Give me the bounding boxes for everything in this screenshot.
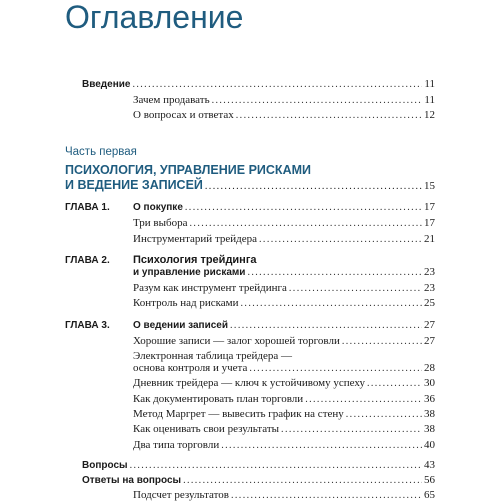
toc-entry-title: Как оценивать свои результаты — [133, 423, 280, 435]
leader-dots — [281, 423, 422, 436]
toc-entry-questions[interactable] — [0, 459, 500, 472]
toc-page-number: 38 — [424, 408, 435, 420]
leader-dots — [183, 474, 422, 487]
toc-entry-intro[interactable] — [0, 78, 500, 91]
leader-dots — [212, 94, 423, 107]
toc-entry-chapter-1[interactable] — [0, 201, 500, 214]
chapter-number: ГЛАВА 1. — [65, 202, 110, 213]
leader-dots — [236, 109, 422, 122]
toc-entry-title: Инструментарий трейдера — [133, 233, 258, 245]
leader-dots — [247, 266, 422, 279]
toc-entry-title-line-2: и управление рисками — [133, 267, 246, 278]
toc-page-number: 11 — [424, 94, 435, 106]
leader-dots — [346, 408, 422, 421]
leader-dots — [205, 180, 422, 193]
toc-entry-chapter-3[interactable] — [0, 319, 500, 332]
toc-entry-title: Введение — [82, 79, 131, 90]
toc-page-number: 40 — [424, 439, 435, 451]
toc-page-number: 28 — [424, 362, 435, 374]
toc-entry[interactable] — [0, 489, 500, 502]
toc-entry-title: Хорошие записи — залог хорошей торговли — [133, 335, 340, 347]
toc-entry-title: Вопросы — [82, 460, 128, 471]
toc-page-number: 23 — [424, 282, 435, 294]
leader-dots — [132, 78, 422, 91]
leader-dots — [230, 319, 422, 332]
toc-entry[interactable] — [0, 109, 500, 122]
toc-entry-title: Как документировать план торговли — [133, 393, 304, 405]
toc-entry-title: Три выбора — [133, 217, 188, 229]
leader-dots — [190, 217, 422, 230]
toc-entry-title: Подсчет результатов — [133, 489, 229, 501]
leader-dots — [231, 489, 422, 502]
toc-page-number: 27 — [424, 335, 435, 347]
toc-page-number: 25 — [424, 297, 435, 309]
toc-entry[interactable] — [0, 233, 500, 246]
part-title-line-2: И ВЕДЕНИЕ ЗАПИСЕЙ — [65, 178, 203, 192]
leader-dots — [259, 233, 422, 246]
toc-entry-answers[interactable] — [0, 474, 500, 487]
toc-entry-title: О покупке — [133, 202, 183, 213]
leader-dots — [130, 459, 422, 472]
toc-page-number: 56 — [424, 474, 435, 486]
leader-dots — [185, 201, 422, 214]
toc-entry[interactable] — [0, 282, 500, 295]
toc-entry-title: Зачем продавать — [133, 94, 210, 106]
toc-entry-title-line-1: Психология трейдинга — [133, 254, 257, 266]
toc-page-number: 17 — [424, 201, 435, 213]
toc-entry-title-line-2: основа контроля и учета — [133, 362, 248, 374]
toc-page-number: 65 — [424, 489, 435, 501]
toc-entry-title: Дневник трейдера — ключ к устойчивому успеху — [133, 377, 365, 389]
toc-entry[interactable] — [0, 362, 500, 375]
toc-entry-title: Метод Маргрет — вывесить график на стену — [133, 408, 344, 420]
toc-entry[interactable] — [0, 408, 500, 421]
leader-dots — [249, 362, 422, 375]
toc-entry[interactable] — [0, 217, 500, 230]
toc-entry[interactable] — [0, 423, 500, 436]
toc-entry[interactable] — [0, 377, 500, 390]
leader-dots — [221, 439, 422, 452]
toc-page-number: 27 — [424, 319, 435, 331]
toc-page-number: 38 — [424, 423, 435, 435]
toc-entry[interactable] — [0, 439, 500, 452]
toc-entry[interactable] — [0, 393, 500, 406]
toc-page-number: 21 — [424, 233, 435, 245]
toc-page-number: 17 — [424, 217, 435, 229]
toc-entry-part-1[interactable] — [0, 179, 500, 193]
leader-dots — [342, 335, 422, 348]
toc-page-number: 23 — [424, 266, 435, 278]
leader-dots — [241, 297, 422, 310]
toc-entry-title: О ведении записей — [133, 320, 229, 331]
toc-page-number: 36 — [424, 393, 435, 405]
leader-dots — [289, 282, 422, 295]
page-title: Оглавление — [65, 0, 244, 35]
toc-entry[interactable] — [0, 335, 500, 348]
part-title-line-1: ПСИХОЛОГИЯ, УПРАВЛЕНИЕ РИСКАМИ — [65, 163, 311, 177]
leader-dots — [367, 377, 422, 390]
toc-entry-chapter-2[interactable] — [0, 266, 500, 279]
toc-entry-title-line-1: Электронная таблица трейдера — — [133, 350, 292, 362]
toc-entry-title: Контроль над рисками — [133, 297, 239, 309]
toc-entry-title: Два типа торговли — [133, 439, 220, 451]
toc-page-number: 15 — [424, 180, 435, 192]
toc-entry[interactable] — [0, 94, 500, 107]
toc-entry[interactable] — [0, 297, 500, 310]
toc-entry-title: Ответы на вопросы — [82, 475, 182, 486]
chapter-number: ГЛАВА 3. — [65, 320, 110, 331]
toc-page-number: 11 — [424, 78, 435, 90]
chapter-number: ГЛАВА 2. — [65, 255, 110, 266]
toc-entry-title: О вопросах и ответах — [133, 109, 234, 121]
toc-entry-title: Разум как инструмент трейдинга — [133, 282, 287, 294]
toc-page-number: 30 — [424, 377, 435, 389]
toc-page-number: 12 — [424, 109, 435, 121]
toc-page-number: 43 — [424, 459, 435, 471]
leader-dots — [305, 393, 422, 406]
part-label: Часть первая — [65, 146, 137, 158]
